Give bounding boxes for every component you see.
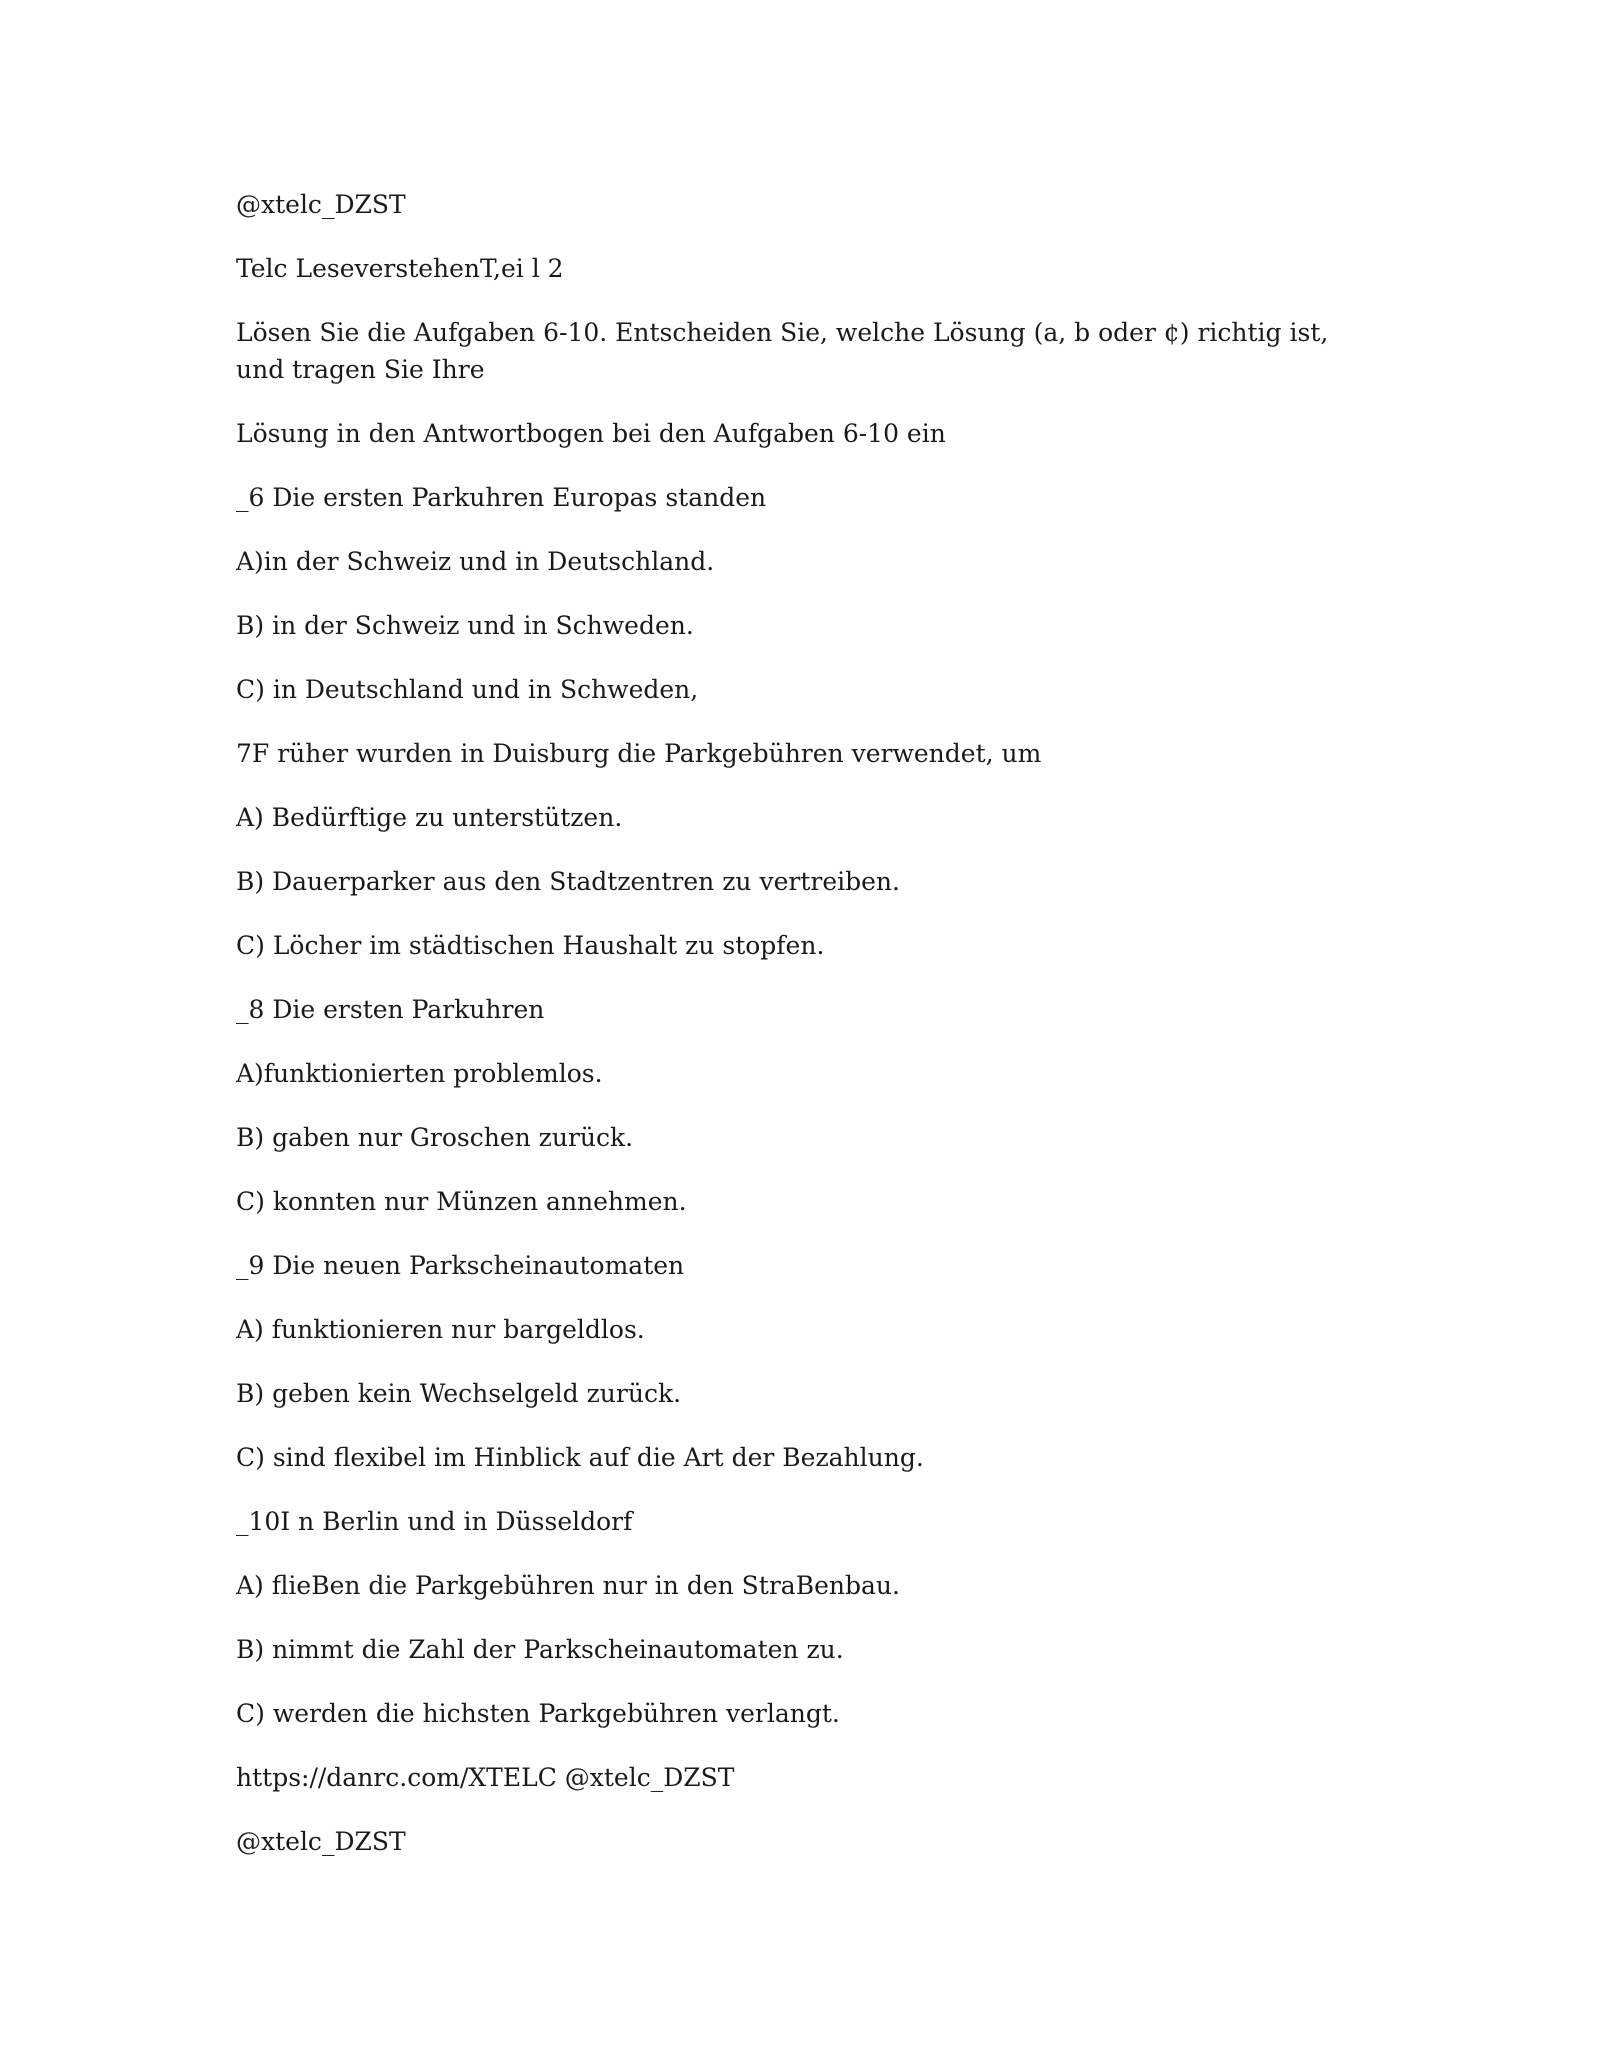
footer-handle: @xtelc_DZST — [236, 1827, 406, 1856]
answer-option: C) konnten nur Münzen annehmen. — [236, 1187, 687, 1216]
instruction-text: Lösen Sie die Aufgaben 6-10. Entscheiden Sie, welche Lösung (a, b oder ¢) richtig ist, und tragen Sie Ihre — [236, 318, 1329, 384]
footer-link[interactable]: https://danrc.com/XTELC @xtelc_DZST — [236, 1763, 735, 1792]
header-handle: @xtelc_DZST — [236, 190, 406, 219]
answer-option: A)in der Schweiz und in Deutschland. — [236, 547, 715, 576]
answer-option: C) sind flexibel im Hinblick auf die Art der Bezahlung. — [236, 1443, 924, 1472]
question-stem: _8 Die ersten Parkuhren — [236, 995, 545, 1024]
document-body — [236, 186, 1366, 1887]
answer-option: B) gaben nur Groschen zurück. — [236, 1123, 634, 1152]
answer-option: A)funktionierten problemlos. — [236, 1059, 603, 1088]
answer-option: B) nimmt die Zahl der Parkscheinautomaten zu. — [236, 1635, 844, 1664]
instruction-text-continued: Lösung in den Antwortbogen bei den Aufgaben 6-10 ein — [236, 419, 946, 448]
document-title: Telc LeseverstehenT,ei l 2 — [236, 254, 564, 283]
answer-option: A) Bedürftige zu unterstützen. — [236, 803, 623, 832]
answer-option: B) in der Schweiz und in Schweden. — [236, 611, 694, 640]
answer-option: C) in Deutschland und in Schweden, — [236, 675, 699, 704]
question-stem: _10I n Berlin und in Düsseldorf — [236, 1507, 633, 1536]
answer-option: B) geben kein Wechselgeld zurück. — [236, 1379, 682, 1408]
question-stem: _6 Die ersten Parkuhren Europas standen — [236, 483, 767, 512]
answer-option: C) Löcher im städtischen Haushalt zu stopfen. — [236, 931, 825, 960]
question-stem: 7F rüher wurden in Duisburg die Parkgebühren verwendet, um — [236, 739, 1042, 768]
answer-option: A) flieBen die Parkgebühren nur in den StraBenbau. — [236, 1571, 900, 1600]
question-stem: _9 Die neuen Parkscheinautomaten — [236, 1251, 685, 1280]
answer-option: B) Dauerparker aus den Stadtzentren zu vertreiben. — [236, 867, 900, 896]
answer-option: A) funktionieren nur bargeldlos. — [236, 1315, 645, 1344]
answer-option: C) werden die hichsten Parkgebühren verlangt. — [236, 1699, 840, 1728]
